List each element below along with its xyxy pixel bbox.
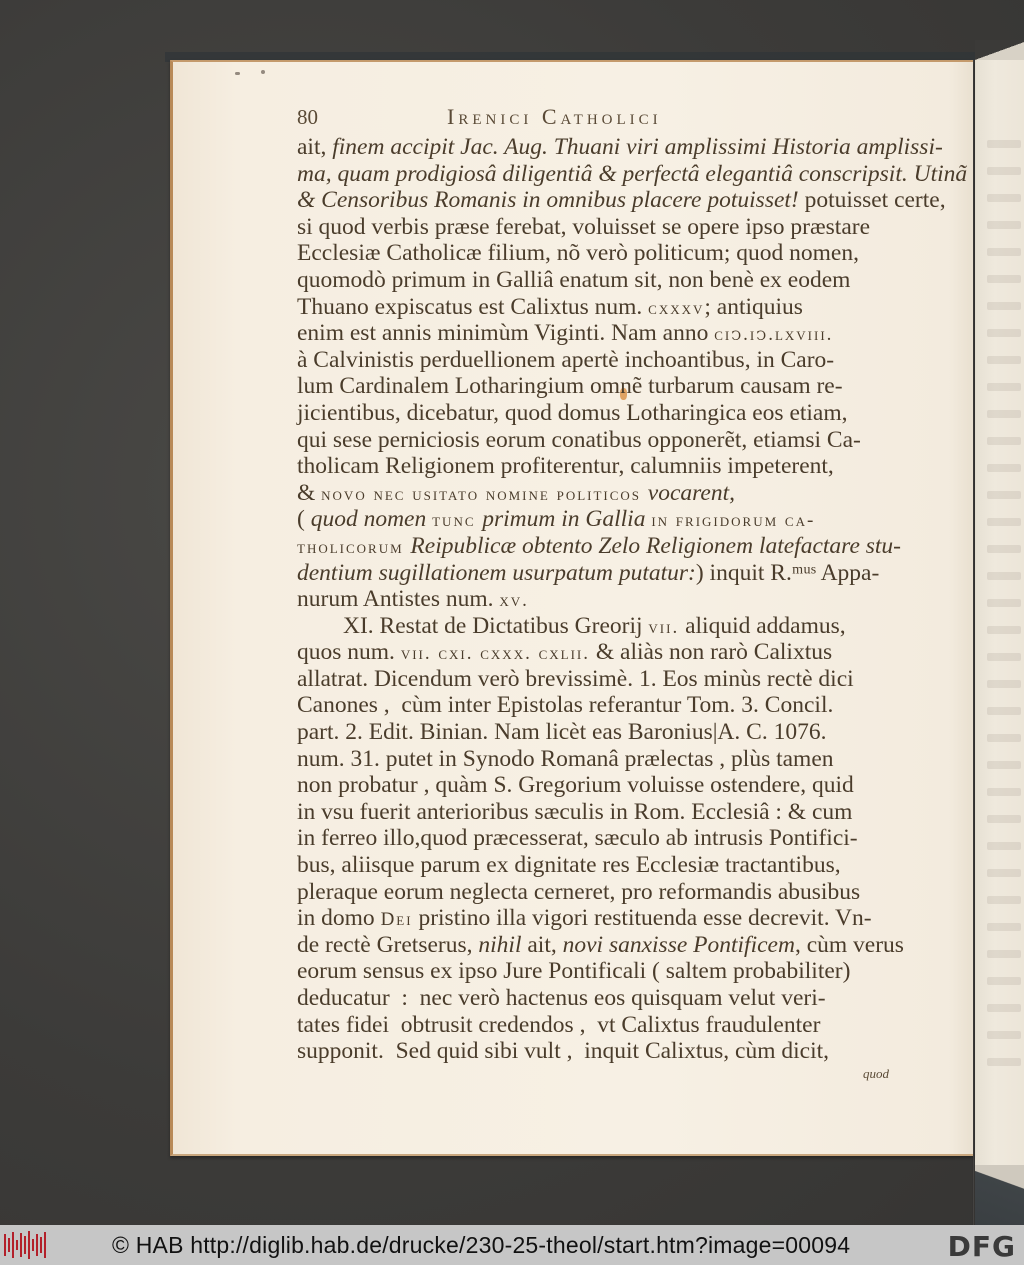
text-line <box>297 533 901 560</box>
roman-run: quomodò primum in Galliâ enatum sit, non benè ex eodem <box>297 266 851 293</box>
roman-run: de rectè Gretserus, <box>297 931 479 958</box>
roman-run: bus, aliisque parum ex dignitate res Ecclesiæ tractantibus, <box>297 852 841 879</box>
facing-page-text-ghost <box>987 302 1021 310</box>
copyright-link[interactable]: © HAB http://diglib.hab.de/drucke/230-25-theol/start.htm?image=00094 <box>112 1231 851 1258</box>
running-title: Irenici Catholici <box>447 104 662 129</box>
text-line <box>297 719 901 746</box>
roman-run: tholicam Religionem profiterentur, calumniis impeterent, <box>297 453 834 480</box>
roman-run: à Calvinistis perduellionem apertè inchoantibus, in Caro- <box>297 346 835 373</box>
page-text <box>297 104 968 1083</box>
text-line-content <box>297 214 870 241</box>
text-line-content <box>297 240 859 267</box>
facing-page-text-ghost <box>987 221 1021 229</box>
text-line-content <box>297 187 946 214</box>
italic-run: novi sanxisse Pontificem <box>562 931 795 958</box>
italic-run: Reipublicæ obtento Zelo Religionem latefactare stu- <box>410 532 901 559</box>
facing-page-text-ghost <box>987 599 1021 607</box>
text-line <box>297 692 901 719</box>
text-line-content <box>297 294 803 321</box>
text-line <box>297 772 901 799</box>
running-head <box>297 104 901 134</box>
text-line-content <box>297 932 904 959</box>
text-line-content <box>297 746 834 773</box>
text-line-content <box>297 267 850 294</box>
roman-run: ) inquit R.ᵐᵘˢ Appa- <box>695 559 880 586</box>
facing-page-text-ghost <box>987 1058 1021 1066</box>
facing-page-text-ghost <box>987 167 1021 175</box>
text-line-content <box>297 799 852 826</box>
small-caps-run: in frigidorum ca- <box>651 510 816 532</box>
text-line-content <box>297 692 833 719</box>
text-line-content <box>297 958 850 985</box>
facing-page-text-ghost <box>987 410 1021 418</box>
text-line <box>297 746 901 773</box>
facing-page-text-ghost <box>987 464 1021 472</box>
text-line <box>297 985 901 1012</box>
text-line-content <box>297 533 901 560</box>
text-line-content <box>297 480 735 507</box>
text-line-content <box>297 772 854 799</box>
hab-logo-icon <box>4 1230 50 1260</box>
roman-run: enim est annis minimùm Viginti. Nam anno <box>297 320 715 347</box>
text-line <box>297 187 946 214</box>
facing-page-text-ghost <box>987 707 1021 715</box>
roman-run: part. 2. Edit. Binian. Nam licèt eas Baronius|A. C. 1076. <box>297 719 827 746</box>
text-line <box>297 666 901 693</box>
facing-page-text-ghost <box>987 653 1021 661</box>
text-line-content <box>297 427 861 454</box>
roman-run: eorum sensus ex ipso Jure Pontificali ( saltem probabiliter) <box>297 958 851 985</box>
text-line-content <box>297 373 843 400</box>
text-line <box>297 852 901 879</box>
text-line <box>297 320 901 347</box>
text-line-content <box>297 905 872 932</box>
text-line <box>297 427 901 454</box>
text-line-content <box>297 506 815 533</box>
text-line-content <box>297 719 826 746</box>
roman-run: ait, <box>297 134 333 160</box>
small-caps-run: novo nec usitato nomine politicos <box>321 483 648 505</box>
text-line <box>297 613 901 640</box>
text-line <box>297 560 901 587</box>
text-line-content <box>297 985 826 1012</box>
facing-page-text-ghost <box>987 329 1021 337</box>
roman-run: in domo <box>297 905 381 932</box>
facing-page-text-ghost <box>987 383 1021 391</box>
text-line <box>297 506 901 533</box>
italic-run: & Censoribus Romanis in omnibus placere potuisset! <box>297 187 805 214</box>
facing-page-text-ghost <box>987 545 1021 553</box>
roman-run: in ferreo illo,quod præcesserat, sæculo ab intrusis Pontifici- <box>297 825 858 852</box>
roman-run: potuisset certe, <box>804 187 946 214</box>
roman-run: in vsu fuerit anterioribus sæculis in Rom. Ecclesiâ : & cum <box>297 798 853 825</box>
text-line-content <box>297 560 879 587</box>
small-caps-run: xv. <box>499 590 529 612</box>
facing-page-text-ghost <box>987 518 1021 526</box>
roman-run: pristino illa vigori restituenda esse decrevit. Vn- <box>412 905 872 932</box>
roman-run: deducatur : nec verò hactenus eos quisquam velut veri- <box>297 985 826 1011</box>
text-line <box>297 1012 901 1039</box>
roman-run: aliquid addamus, <box>679 612 846 639</box>
text-line <box>297 825 901 852</box>
facing-page-text-ghost <box>987 572 1021 580</box>
text-line-content <box>297 347 834 374</box>
text-line <box>297 240 901 267</box>
roman-run: qui sese perniciosis eorum conatibus opponerẽt, etiamsi Ca- <box>297 426 861 453</box>
roman-run: num. 31. putet in Synodo Romanâ prælectas , plùs tamen <box>297 745 834 772</box>
text-line <box>297 905 901 932</box>
facing-page-text-ghost <box>987 842 1021 850</box>
facing-page-text-ghost <box>987 491 1021 499</box>
text-line-content <box>297 586 529 613</box>
text-line-content <box>297 1012 820 1039</box>
roman-run: jicientibus, dicebatur, quod domus Lotharingica eos etiam, <box>297 399 848 426</box>
roman-run: allatrat. Dicendum verò brevissimè. 1. Eos minùs rectè dici <box>297 665 854 692</box>
dfg-logo-icon: DFG <box>947 1230 1016 1263</box>
small-caps-run: vii. cxi. cxxx. cxlii. <box>400 643 590 665</box>
roman-run: supponit. Sed quid sibi vult , inquit Calixtus, cùm dicit, <box>297 1038 830 1065</box>
facing-page-text-ghost <box>987 437 1021 445</box>
roman-run: Canones , cùm inter Epistolas referantur Tom. 3. Concil. <box>297 692 834 719</box>
facing-page-text-ghost <box>987 734 1021 742</box>
footer-bar <box>0 1225 1024 1265</box>
text-line <box>297 879 901 906</box>
text-line-content <box>343 613 846 640</box>
page-blemish <box>235 72 240 75</box>
roman-run: pleraque eorum neglecta cerneret, pro reformandis abusibus <box>297 878 861 905</box>
small-caps-run: tholicorum <box>297 536 411 558</box>
roman-run: Ecclesiæ Catholicæ filium, nõ verò politicum; quod nomen, <box>297 240 859 267</box>
page-number: 80 <box>297 105 318 129</box>
facing-page-text-ghost <box>987 923 1021 931</box>
text-line <box>297 586 901 613</box>
roman-run: ; antiquius <box>704 293 803 320</box>
italic-run: quod nomen <box>310 506 433 533</box>
text-line-content <box>297 825 858 852</box>
facing-page-text-ghost <box>987 626 1021 634</box>
text-line <box>297 958 901 985</box>
facing-page-text-ghost <box>987 977 1021 985</box>
small-caps-run: vii. <box>648 616 680 638</box>
text-line-content <box>297 639 832 666</box>
roman-run: nurum Antistes num. <box>297 586 500 613</box>
roman-run: XI. Restat de Dictatibus Greorij <box>343 612 649 639</box>
roman-run: quos num. <box>297 639 401 666</box>
facing-page-text-ghost <box>987 1004 1021 1012</box>
next-page-corner <box>975 40 1024 62</box>
text-line-content <box>297 320 833 347</box>
facing-page-text-ghost <box>987 950 1021 958</box>
roman-run: , cùm verus <box>794 931 904 958</box>
facing-page-text-ghost <box>987 248 1021 256</box>
roman-run: & <box>297 479 322 506</box>
italic-run: vocarent, <box>647 479 736 506</box>
italic-run: ma, quam prodigiosâ diligentiâ & perfectâ elegantiâ conscripsit. Utinã <box>297 160 968 187</box>
text-line-content <box>297 852 841 879</box>
text-line <box>297 267 901 294</box>
facing-page-text-ghost <box>987 815 1021 823</box>
facing-page-text-ghost <box>987 788 1021 796</box>
text-line-content <box>297 666 854 693</box>
small-caps-run: ciↄ.iↄ.lxviii. <box>714 324 834 346</box>
text-line <box>297 294 901 321</box>
text-line <box>297 931 904 959</box>
italic-run: primum in Gallia <box>482 506 652 533</box>
text-line <box>297 453 901 480</box>
italic-run: nihil <box>478 931 522 958</box>
facing-page-text-ghost <box>987 761 1021 769</box>
facing-page-bottom <box>975 1165 1024 1225</box>
facing-page-text-ghost <box>987 1031 1021 1039</box>
facing-page-text-ghost <box>987 194 1021 202</box>
facing-page-text-ghost <box>987 869 1021 877</box>
facing-page-text-ghost <box>987 356 1021 364</box>
facing-page-text-ghost <box>987 140 1021 148</box>
italic-run: finem accipit Jac. Aug. Thuani viri amplissimi Historia amplissi- <box>332 134 943 160</box>
text-line <box>297 160 968 188</box>
italic-run: dentium sugillationem usurpatum putatur: <box>297 559 696 586</box>
roman-run: tates fidei obtrusit credendos , vt Calixtus fraudulenter <box>297 1011 821 1038</box>
text-line-content <box>297 1038 829 1065</box>
body-text <box>297 134 968 1065</box>
catchword: quod <box>863 1065 889 1081</box>
text-line-content <box>297 134 943 161</box>
facing-page-edge <box>975 60 1024 1170</box>
roman-run: ( <box>297 506 311 533</box>
facing-page-text-ghost <box>987 275 1021 283</box>
text-line-content <box>297 400 848 427</box>
text-line <box>297 400 901 427</box>
small-caps-run: Dei <box>380 909 413 931</box>
roman-run: & aliàs non rarò Calixtus <box>590 639 833 666</box>
roman-run: Thuano expiscatus est Calixtus num. <box>297 293 649 320</box>
roman-run: si quod verbis præse ferebat, voluisset se opere ipso præstare <box>297 213 871 240</box>
text-line <box>297 347 901 374</box>
text-line <box>297 134 943 161</box>
text-line-content <box>297 161 967 188</box>
text-line-content <box>297 879 860 906</box>
page-blemish <box>261 70 265 74</box>
small-caps-run: cxxxv <box>648 297 705 319</box>
roman-run: ait, <box>521 931 563 958</box>
text-line <box>297 799 901 826</box>
text-line <box>297 480 901 507</box>
text-line <box>297 373 901 400</box>
small-caps-run: tunc <box>432 510 483 532</box>
facing-page-text-ghost <box>987 896 1021 904</box>
text-line <box>297 639 901 666</box>
roman-run: non probatur , quàm S. Gregorium voluisse ostendere, quid <box>297 772 854 799</box>
text-line <box>297 214 901 241</box>
roman-run: lum Cardinalem Lotharingium omnẽ turbarum causam re- <box>297 373 843 400</box>
facing-page-text-ghost <box>987 680 1021 688</box>
text-line <box>297 1038 901 1065</box>
text-line-content <box>297 453 834 480</box>
